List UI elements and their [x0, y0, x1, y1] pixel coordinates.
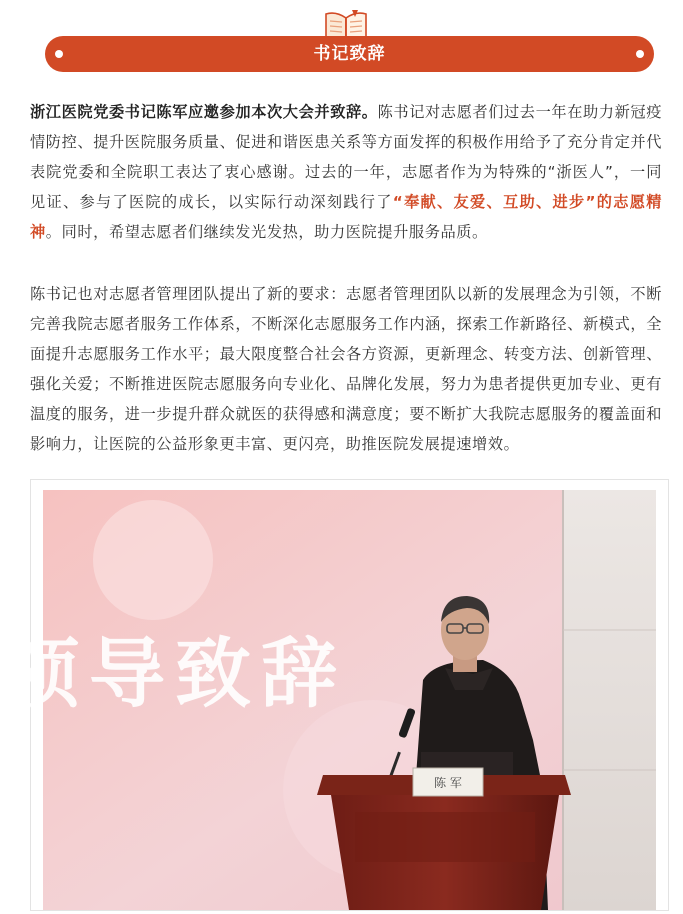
volunteer-spirit-highlight: “奉献、友爱、互助、进步”的志愿精神	[30, 193, 662, 241]
paragraph-lead: 浙江医院党委书记陈军应邀参加本次大会并致辞。	[30, 103, 378, 121]
section-title-bar	[45, 36, 654, 72]
nameplate-text: 陈 军	[434, 776, 462, 790]
paragraph-body: 陈书记对志愿者们过去一年在助力新冠疫情防控、提升医院服务质量、促进和谐医患关系等方面发挥的积极作用给予了充分肯定并代表院党委和全院职工表达了衷心感谢。过去的一年，志愿者作为为特殊的“浙医人”，一同见证、参与了医院的成长，以实际行动深刻践行了	[30, 103, 662, 211]
paragraph-tail: 。同时，希望志愿者们继续发光发热，助力医院提升服务品质。	[45, 223, 488, 241]
speech-summary-paragraph	[30, 97, 662, 247]
event-photo	[3, 490, 656, 910]
section-header	[0, 0, 683, 80]
management-requirements-paragraph: 陈书记也对志愿者管理团队提出了新的要求：志愿者管理团队以新的发展理念为引领，不断完善我院志愿者服务工作体系，不断深化志愿服务工作内涵，探索工作新路径、新模式，全面提升志愿服务工作水平；最大限度整合社会各方资源，更新理念、转变方法、创新管理、强化关爱；不断推进医院志愿服务向专业化、品牌化发展，努力为患者提供更加专业、更有温度的服务，进一步提升群众就医的获得感和满意度；要不断扩大我院志愿服务的覆盖面和影响力，让医院的公益形象更丰富、更闪亮，助推医院发展提速增效。	[30, 285, 662, 453]
event-photo-frame	[3, 479, 669, 911]
section-title: 书记致辞	[313, 44, 386, 64]
backdrop-banner-text: 领导致辞	[3, 629, 347, 718]
